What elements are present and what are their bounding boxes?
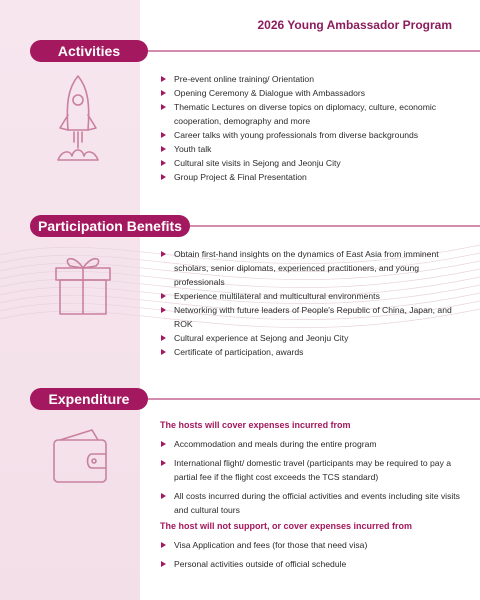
list-item: Group Project & Final Presentation [160, 170, 460, 184]
list-item: Youth talk [160, 142, 460, 156]
rocket-icon [48, 70, 108, 170]
list-item: Cultural experience at Sejong and Jeonju City [160, 331, 460, 345]
expenditure-heading: Expenditure [30, 388, 148, 410]
list-item: Opening Ceremony & Dialogue with Ambassadors [160, 86, 460, 100]
list-item: All costs incurred during the official activities and events including site visits and cultural tours [160, 489, 460, 517]
gift-icon [48, 250, 118, 320]
activities-heading: Activities [30, 40, 148, 62]
list-item: Networking with future leaders of People's Republic of China, Japan, and ROK [160, 303, 460, 331]
list-item: Pre-event online training/ Orientation [160, 72, 460, 86]
not-covered-list [160, 538, 460, 571]
not-covered-heading: The host will not support, or cover expenses incurred from [160, 521, 413, 531]
list-item: Cultural site visits in Sejong and Jeonju City [160, 156, 460, 170]
list-item: International flight/ domestic travel (participants may be required to pay a partial fee if the flight cost exceeds the TCS standard) [160, 456, 460, 484]
list-item: Accommodation and meals during the entire program [160, 437, 460, 451]
list-item: Certificate of participation, awards [160, 345, 460, 359]
list-item: Personal activities outside of official schedule [160, 557, 460, 571]
list-item: Experience multilateral and multicultural environments [160, 289, 460, 303]
benefits-heading: Participation Benefits [30, 215, 190, 237]
benefits-list [160, 247, 460, 359]
list-item: Thematic Lectures on diverse topics on diplomacy, culture, economic cooperation, demography and more [160, 100, 460, 128]
covered-heading: The hosts will cover expenses incurred from [160, 420, 351, 430]
covered-list [160, 437, 460, 517]
wallet-icon [48, 428, 118, 488]
program-title: 2026 Young Ambassador Program [257, 18, 452, 32]
list-item: Career talks with young professionals from diverse backgrounds [160, 128, 460, 142]
list-item: Visa Application and fees (for those that need visa) [160, 538, 460, 552]
activities-list [160, 72, 460, 184]
list-item: Obtain first-hand insights on the dynamics of East Asia from imminent scholars, senior diplomats, experienced practitioners, and young professionals [160, 247, 460, 289]
